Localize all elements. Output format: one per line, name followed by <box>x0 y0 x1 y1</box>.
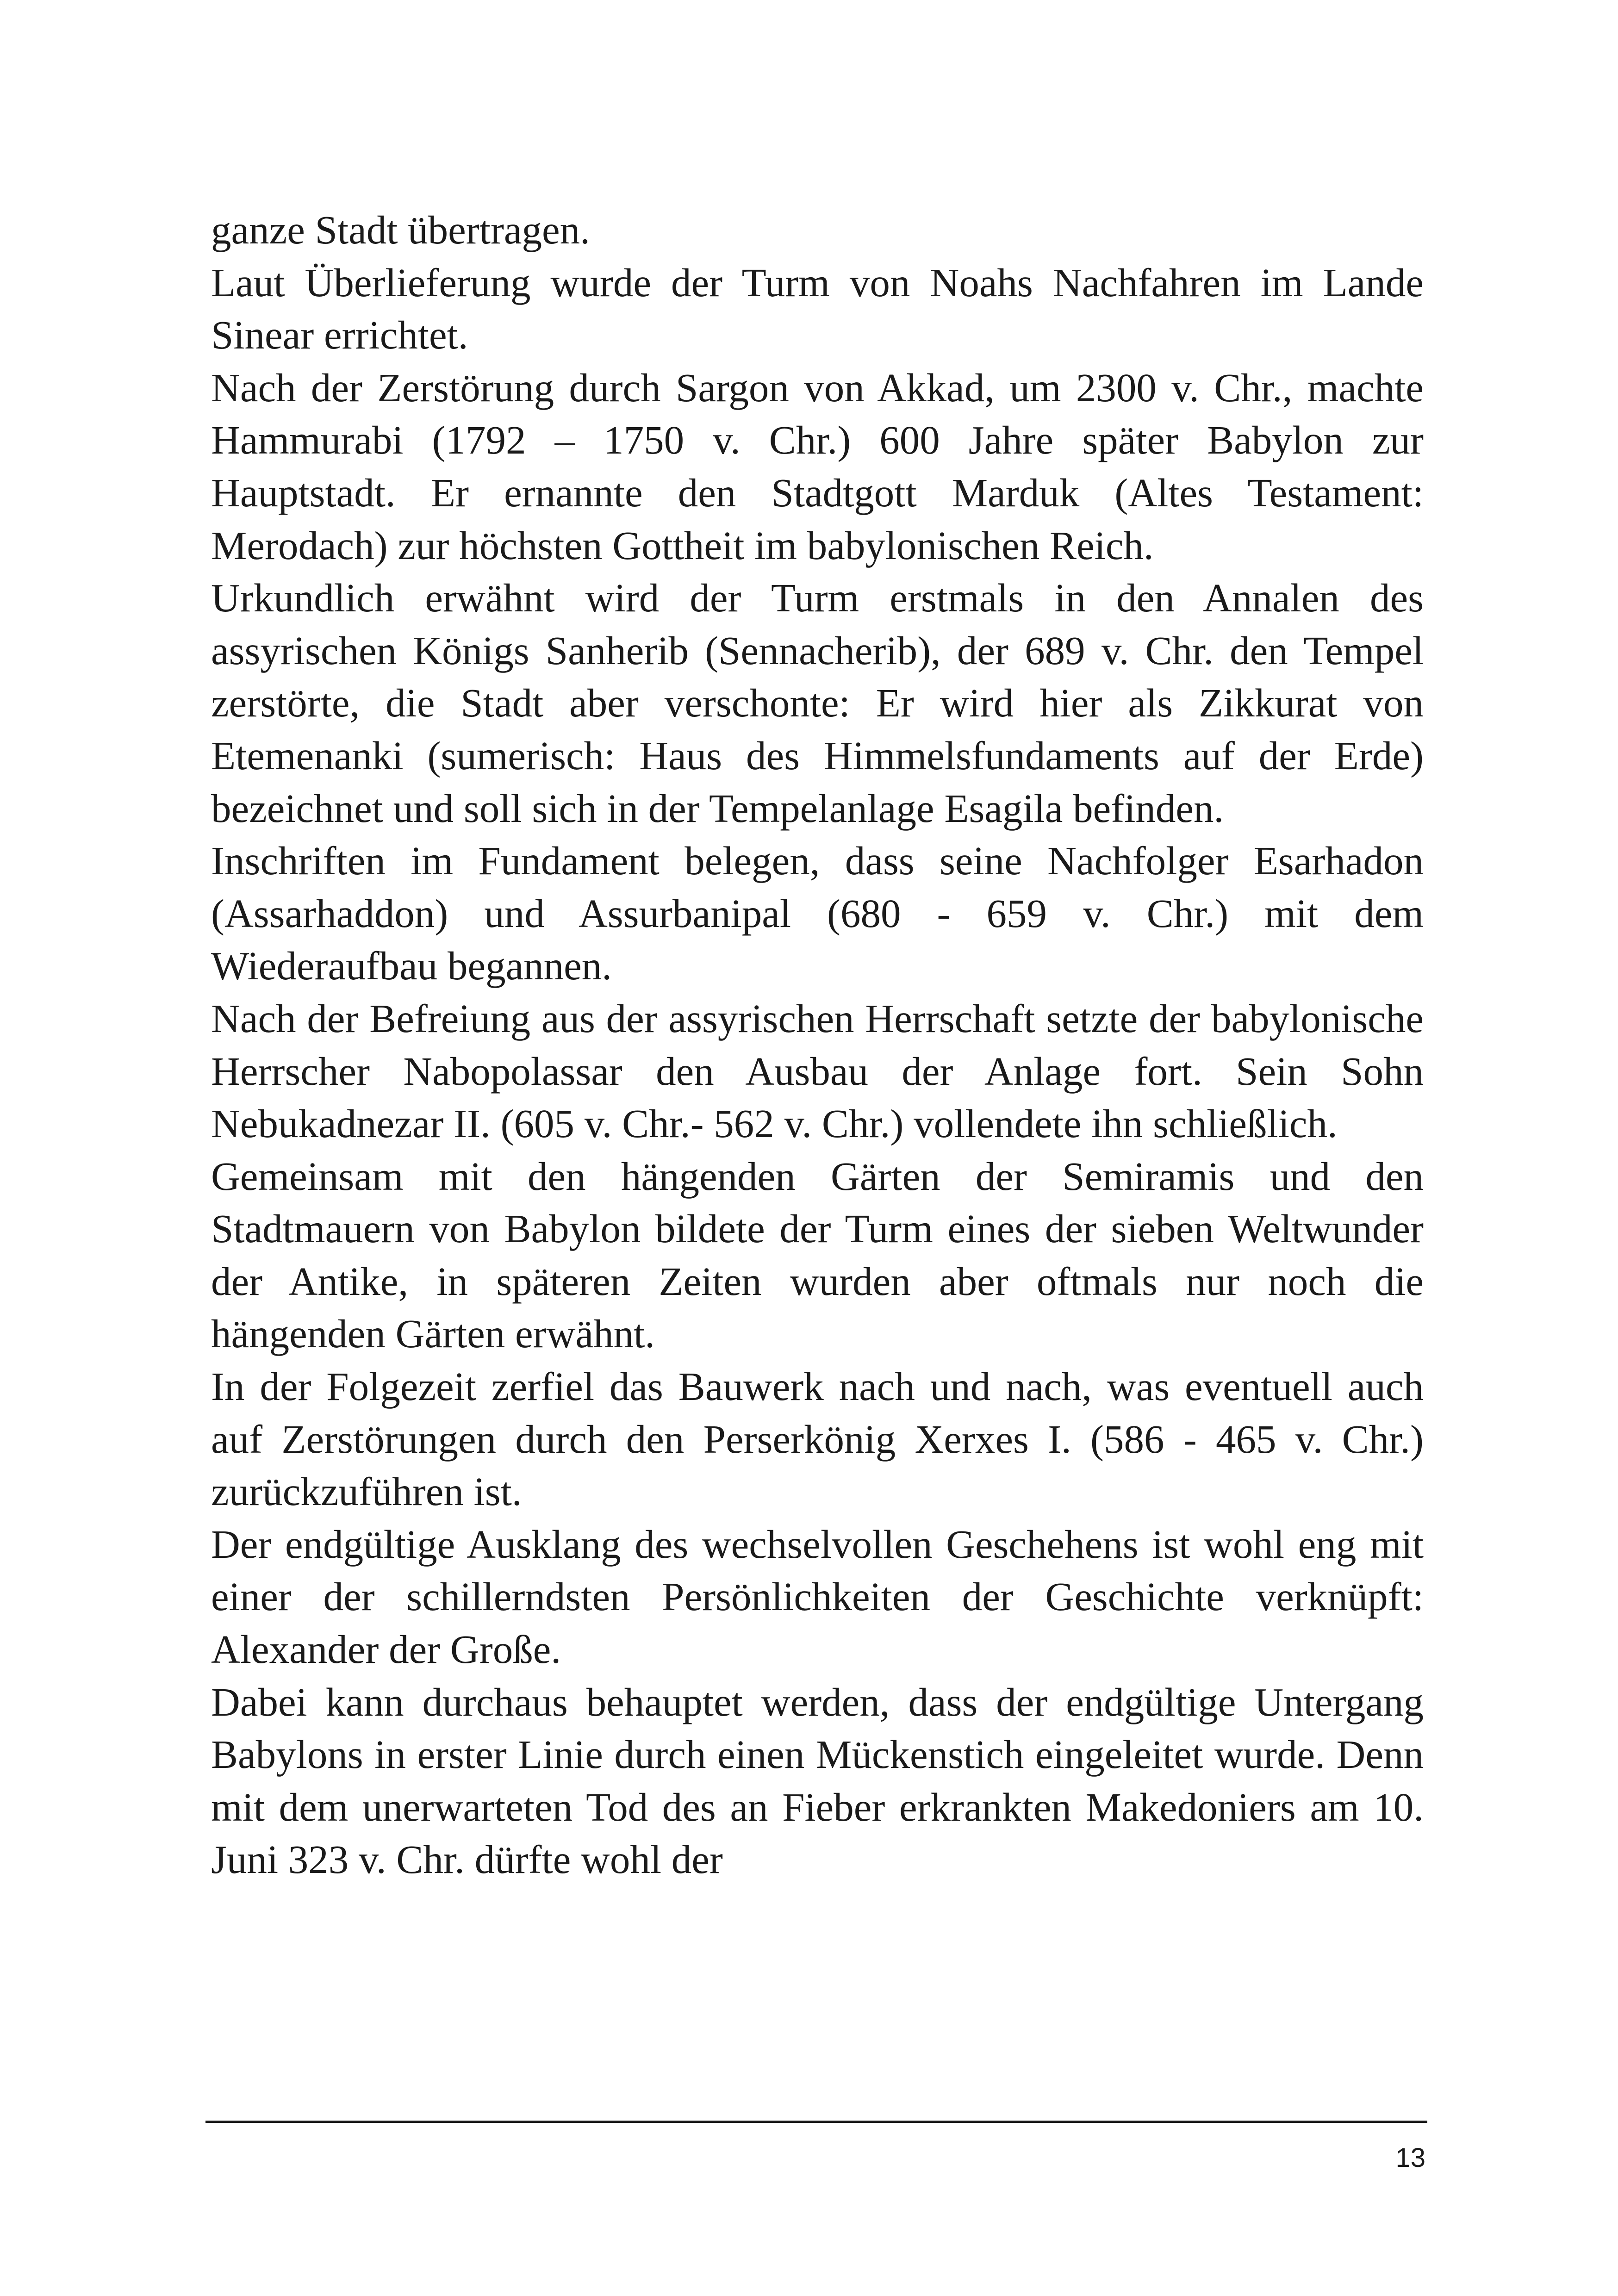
footer-divider <box>205 2121 1427 2123</box>
paragraph: Gemeinsam mit den hängenden Gärten der Semiramis und den Stadtmauern von Babylon bildete der Turm eines der sieben Weltwunder der Antike, in späteren Zeiten wurden aber oftmals nur noch die hängenden Gärten erwähnt. <box>211 1153 1424 1356</box>
paragraph: ganze Stadt übertragen. <box>211 207 590 252</box>
body-text <box>211 204 1424 1886</box>
paragraph: In der Folgezeit zerfiel das Bauwerk nach und nach, was eventuell auch auf Zerstörungen durch den Perserkönig Xerxes I. (586 - 465 v. Chr.) zurückzuführen ist. <box>211 1364 1424 1514</box>
paragraph-last: Dabei kann durchaus behauptet werden, dass der endgültige Untergang Babylons in erster Linie durch einen Mückenstich eingeleitet wurde. Denn mit dem unerwarteten Tod des an Fieber erkrankten Makedoniers am 10. Juni 323 v. Chr. dürfte wohl der <box>211 1679 1424 1882</box>
page-number: 13 <box>1395 2143 1425 2173</box>
paragraph: Nach der Befreiung aus der assyrischen Herrschaft setzte der babylonische Herrscher Nabopolassar den Ausbau der Anlage fort. Sein Sohn Nebukadnezar II. (605 v. Chr.- 562 v. Chr.) vollendete ihn schließlich. <box>211 996 1424 1146</box>
paragraph: Inschriften im Fundament belegen, dass seine Nachfolger Esarhadon (Assarhaddon) und Assurbanipal (680 - 659 v. Chr.) mit dem Wiederaufbau begannen. <box>211 838 1424 989</box>
paragraph: Urkundlich erwähnt wird der Turm erstmals in den Annalen des assyrischen Königs Sanherib (Sennacherib), der 689 v. Chr. den Tempel zerstörte, die Stadt aber verschonte: Er wird hier als Zikkurat von Etemenanki (sumerisch: Haus des Himmelsfundaments auf der Erde) bezeichnet und soll sich in der Tempelanlage Esagila befinden. <box>211 575 1424 831</box>
paragraph: Der endgültige Ausklang des wechselvollen Geschehens ist wohl eng mit einer der schillerndsten Persönlichkeiten der Geschichte verknüpft: Alexander der Große. <box>211 1521 1424 1672</box>
paragraph: Nach der Zerstörung durch Sargon von Akkad, um 2300 v. Chr., machte Hammurabi (1792 – 1750 v. Chr.) 600 Jahre später Babylon zur Hauptstadt. Er ernannte den Stadtgott Marduk (Altes Testament: Merodach) zur höchsten Gottheit im babylonischen Reich. <box>211 365 1424 568</box>
paragraph: Laut Überlieferung wurde der Turm von Noahs Nachfahren im Lande Sinear errichtet. <box>211 260 1424 358</box>
